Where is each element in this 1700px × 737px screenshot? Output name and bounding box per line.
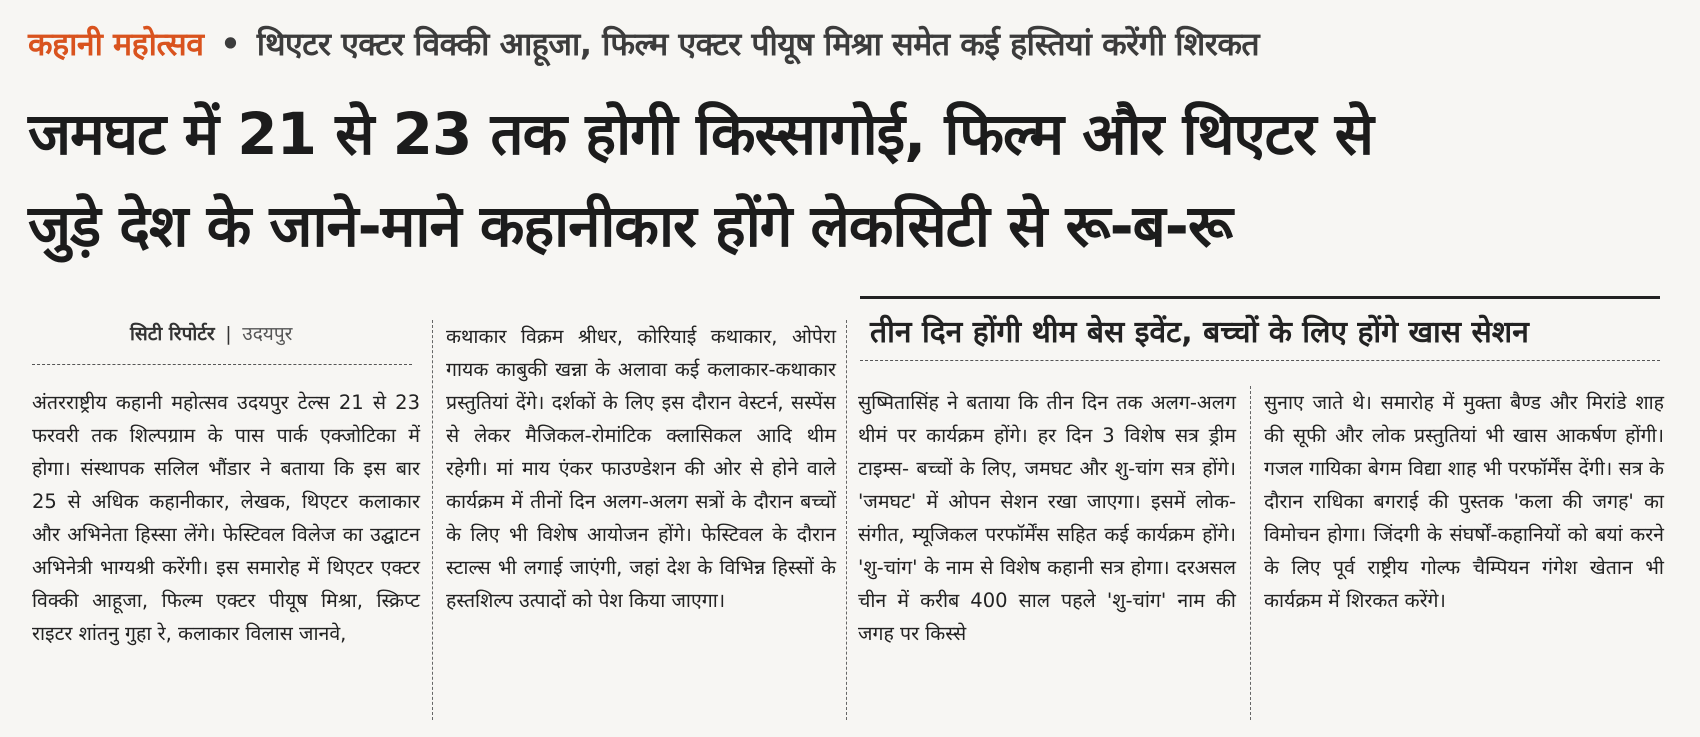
kicker-text: थिएटर एक्टर विक्की आहूजा, फिल्म एक्टर पीयूष मिश्रा समेत कई हस्तियां करेंगी शिरकत (256, 25, 1260, 63)
kicker-bullet: • (220, 25, 241, 63)
byline (130, 320, 292, 346)
headline-line-2: जुड़े देश के जाने-माने कहानीकार होंगे लेकसिटी से रू-ब-रू (28, 192, 1232, 260)
kicker-line (28, 22, 1668, 65)
byline-divider (32, 364, 412, 365)
subhead-top-rule (860, 296, 1660, 299)
column-1-text: अंतरराष्ट्रीय कहानी महोत्सव उदयपुर टेल्स 21 से 23 फरवरी तक शिल्पग्राम के पास पार्क एक्जोटिका में होगा। संस्थापक सलिल भौंडार ने बताया कि इस बार 25 से अधिक कहानीकार, लेखक, थिएटर कलाकार और अभिनेता हिस्सा लेंगे। फेस्टिवल विलेज का उद्घाटन अभिनेत्री भाग्यश्री करेंगी। इस समारोह में थिएटर एक्टर विक्की आहूजा, फिल्म एक्टर पीयूष मिश्रा, स्क्रिप्ट राइटर शांतनु गुहा रे, कलाकार विलास जानवे, (32, 391, 420, 645)
article-column-1 (32, 386, 420, 650)
column-divider-3 (1250, 386, 1251, 720)
column-divider-1 (432, 320, 433, 720)
column-4-text: सुनाए जाते थे। समारोह में मुक्ता बैण्ड और मिरांडे शाह की सूफी और लोक प्रस्तुतियां भी खास आकर्षण होंगी। गजल गायिका बेगम विद्या शाह भी परफॉर्मेंस देंगी। सत्र के दौरान राधिका बगराई की पुस्तक 'कला की जगह' का विमोचन होगा। जिंदगी के संघर्षों-कहानियों को बयां करने के लिए पूर्व राष्ट्रीय गोल्फ चैम्पियन गंगेश खेतान भी कार्यक्रम में शिरकत करेंगे। (1264, 391, 1664, 612)
headline (28, 88, 1668, 272)
subheadline: तीन दिन होंगी थीम बेस इवेंट, बच्चों के लिए होंगे खास सेशन (870, 315, 1529, 350)
column-3-text: सुष्मितासिंह ने बताया कि तीन दिन तक अलग-अलग थीमं पर कार्यक्रम होंगे। हर दिन 3 विशेष सत्र ड्रीम टाइम्स- बच्चों के लिए, जमघट और शु-चांग सत्र होंगे। 'जमघट' में ओपन सेशन रखा जाएगा। इसमें लोक-संगीत, म्यूजिकल परफॉर्मेंस सहित कई कार्यक्रम होंगे। 'शु-चांग' के नाम से विशेष कहानी सत्र होगा। दरअसल चीन में करीब 400 साल पहले 'शु-चांग' नाम की जगह पर किस्से (858, 391, 1236, 645)
subhead-divider (860, 360, 1660, 361)
headline-line-1: जमघट में 21 से 23 तक होगी किस्सागोई, फिल्म और थिएटर से (28, 100, 1373, 168)
section-label: कहानी महोत्सव (28, 25, 204, 63)
byline-separator: | (225, 323, 232, 345)
column-2-text: कथाकार विक्रम श्रीधर, कोरियाई कथाकार, ओपेरा गायक काबुकी खन्ना के अलावा कई कलाकार-कथाकार प्रस्तुतियां देंगे। दर्शकों के लिए इस दौरान वेस्टर्न, सस्पेंस से लेकर मैजिकल-रोमांटिक क्लासिकल आदि थीम रहेगी। मां माय एंकर फाउण्डेशन की ओर से होने वाले कार्यक्रम में तीनों दिन अलग-अलग सत्रों के दौरान बच्चों के लिए भी विशेष आयोजन होंगे। फेस्टिवल के दौरान स्टाल्स भी लगाई जाएंगी, जहां देश के विभिन्न हिस्सों के हस्तशिल्प उत्पादों को पेश किया जाएगा। (446, 325, 836, 612)
byline-city: उदयपुर (242, 323, 293, 345)
article-column-2 (446, 320, 836, 617)
article-column-3 (858, 386, 1236, 650)
byline-reporter: सिटी रिपोर्टर (130, 323, 215, 345)
column-divider-2 (846, 320, 847, 720)
article-column-4 (1264, 386, 1664, 617)
